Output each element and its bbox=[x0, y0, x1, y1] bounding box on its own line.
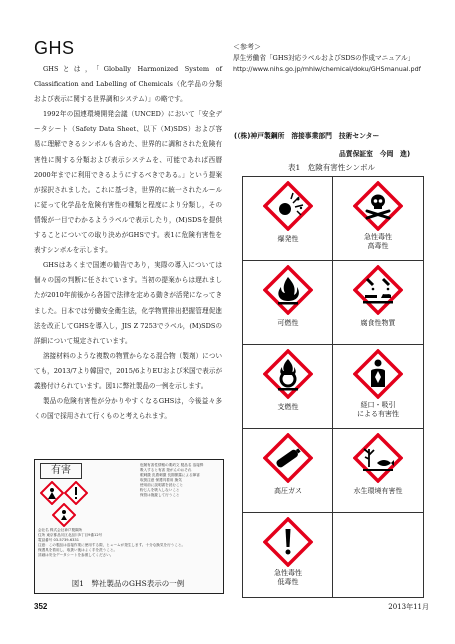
label-text-line: 会社名 株式会社神戸製鋼所 bbox=[38, 528, 83, 532]
body-paragraph: 溶接材料のような複数の物質からなる混合物（製剤）についても，2013/7より韓国で，2015/6よりEUおよび米国で表示が義務付けられています。図1に弊社製品の一例を示します。 bbox=[34, 351, 222, 390]
symbol-label: 腐食性物質 bbox=[360, 319, 396, 327]
pictogram bbox=[243, 433, 333, 483]
body-paragraph: GHSはあくまで国連の勧告であり，実際の導入については個々の国の判断に任されています。当初の提案からは遅れましたが2010年前後から各国で法律を定める動きが活発になってきました。日本では労働安全衛生法，化学物質排出把握管理促進法を改正してGHSを導入し，JIS Z 7253でラベル，(M)SDSの詳細について規定されています。 bbox=[34, 261, 222, 345]
page-title: GHS bbox=[34, 38, 75, 58]
pictogram bbox=[243, 181, 333, 231]
reference-block bbox=[233, 42, 428, 75]
author-name: 品質保証室 今岡 進) bbox=[339, 150, 411, 158]
label-text-line: 保管は施錠して行うこと bbox=[140, 493, 180, 497]
table-cell bbox=[243, 345, 333, 429]
label-text-line: 危険有害性情報の要約文 製品名 溶接棒 bbox=[140, 463, 204, 467]
environment-icon bbox=[353, 433, 403, 483]
pictogram bbox=[333, 181, 423, 231]
label-text-line: 使用前に説明書を読むこと bbox=[140, 483, 184, 487]
pictogram bbox=[243, 349, 333, 399]
label-supplier-text bbox=[38, 528, 218, 558]
pictogram bbox=[243, 517, 333, 567]
figure-caption: 図1 弊社製品のGHS表示の一例 bbox=[71, 579, 185, 588]
flame-over-circle-icon bbox=[263, 349, 313, 399]
exclamation-mark-icon bbox=[64, 481, 88, 505]
body-paragraph: GHSとは，「Globally Harmonized System of Classification and Labelling of Chemicals（化学品の分類および表示に関する世界調和システム）」の略です。 bbox=[34, 65, 222, 104]
table-cell bbox=[333, 345, 423, 429]
label-text-line: 注意：この製品は溶接作業に使用する際，ヒュームが発生します。十分な換気を行うこと。 bbox=[38, 543, 186, 547]
symbol-label: 高圧ガス bbox=[274, 487, 302, 495]
label-hazard-text bbox=[140, 463, 218, 498]
label-text-line: 取扱注意 保護具着用 換気 bbox=[140, 478, 182, 482]
table-cell bbox=[333, 429, 423, 513]
reference-heading: ＜参考＞ bbox=[233, 43, 261, 51]
issue-date: 2013年11月 bbox=[388, 603, 429, 611]
symbol-label: 急性毒性 低毒性 bbox=[274, 569, 302, 586]
label-text-line: 住所 東京都品川区北品川5丁目9番12号 bbox=[38, 533, 103, 537]
skull-crossbones-icon bbox=[353, 181, 403, 231]
ghs-symbol-table bbox=[242, 176, 424, 598]
health-hazard-icon bbox=[52, 503, 76, 527]
label-text-line: 電話番号 03-5739-6331 bbox=[38, 538, 79, 542]
pictogram bbox=[333, 265, 423, 315]
symbol-label: 経口・吸引 による有害性 bbox=[357, 401, 399, 418]
table-cell bbox=[333, 261, 423, 345]
symbol-label: 水生環境有害性 bbox=[353, 487, 403, 495]
table-cell bbox=[333, 177, 423, 261]
table-cell bbox=[243, 261, 333, 345]
figure-product-label bbox=[34, 459, 224, 594]
symbol-label: 急性毒性 高毒性 bbox=[364, 233, 392, 250]
table-cell bbox=[243, 177, 333, 261]
symbol-label: 支燃性 bbox=[277, 403, 299, 411]
label-text-line: 詳細は安全データシートを参照してください。 bbox=[38, 553, 114, 557]
symbol-label: 可燃性 bbox=[277, 319, 299, 327]
symbol-label: 爆発性 bbox=[277, 235, 299, 243]
signal-word-box: 有害 bbox=[40, 463, 82, 479]
reference-url[interactable]: http://www.nihs.go.jp/mhlw/chemical/doku/GHSmanual.pdf bbox=[233, 65, 421, 73]
table-cell bbox=[243, 429, 333, 513]
exploding-bomb-icon bbox=[263, 181, 313, 231]
label-text-line: 眼刺激 皮膚刺激 長期暴露による障害 bbox=[140, 473, 200, 477]
gas-cylinder-icon bbox=[263, 433, 313, 483]
author-affiliation: (（株)神戸製鋼所 溶接事業部門 技術センター bbox=[234, 132, 380, 140]
corrosion-icon bbox=[353, 265, 403, 315]
flame-icon bbox=[263, 265, 313, 315]
body-paragraph: 1992年の国連環境開発会議（UNCED）において「安全データシート（Safety Data Sheet、以下（M)SDS）および容易に理解できるシンボルも含めた、世界的に調和された危険有害性に関する分類および表示システムを、可能であれば西暦2000年までに利用できるようにするべきである。」という提案が採択されました。これに基づき，世界的に統一されたルールに従って化学品を危険有害性の種類と程度により分類し，その情報が一目でわかるようラベルで表示したり，(M)SDSを提供することについての取り決めがGHSです。表1に危険有害性を表すシンボルを示します。 bbox=[34, 110, 222, 255]
exclamation-mark-icon bbox=[263, 517, 313, 567]
label-text-line: 粉じんを吸入しないこと bbox=[140, 488, 180, 492]
pictogram bbox=[333, 349, 423, 399]
health-hazard-icon bbox=[353, 349, 403, 399]
pictogram bbox=[333, 433, 423, 483]
label-text-line: 保護具を着用し，取扱い後はよく手を洗うこと。 bbox=[38, 548, 118, 552]
table-caption: 表1 危険有害性シンボル bbox=[287, 163, 376, 172]
body-paragraph: 製品の危険有害性が分かりやすくなるGHSは，今後益々多くの国で採用されて行くものと考えられます。 bbox=[34, 397, 222, 421]
table-cell-empty bbox=[333, 513, 423, 597]
table-cell bbox=[243, 513, 333, 597]
pictogram bbox=[243, 265, 333, 315]
page-number: 352 bbox=[34, 602, 48, 611]
label-text-line: 吸入すると有害 発がんのおそれ bbox=[140, 468, 192, 472]
reference-title: 厚生労働省「GHS対応ラベルおよびSDSの作成マニュアル」 bbox=[233, 54, 415, 62]
body-column bbox=[34, 62, 222, 424]
health-hazard-icon bbox=[40, 481, 64, 505]
